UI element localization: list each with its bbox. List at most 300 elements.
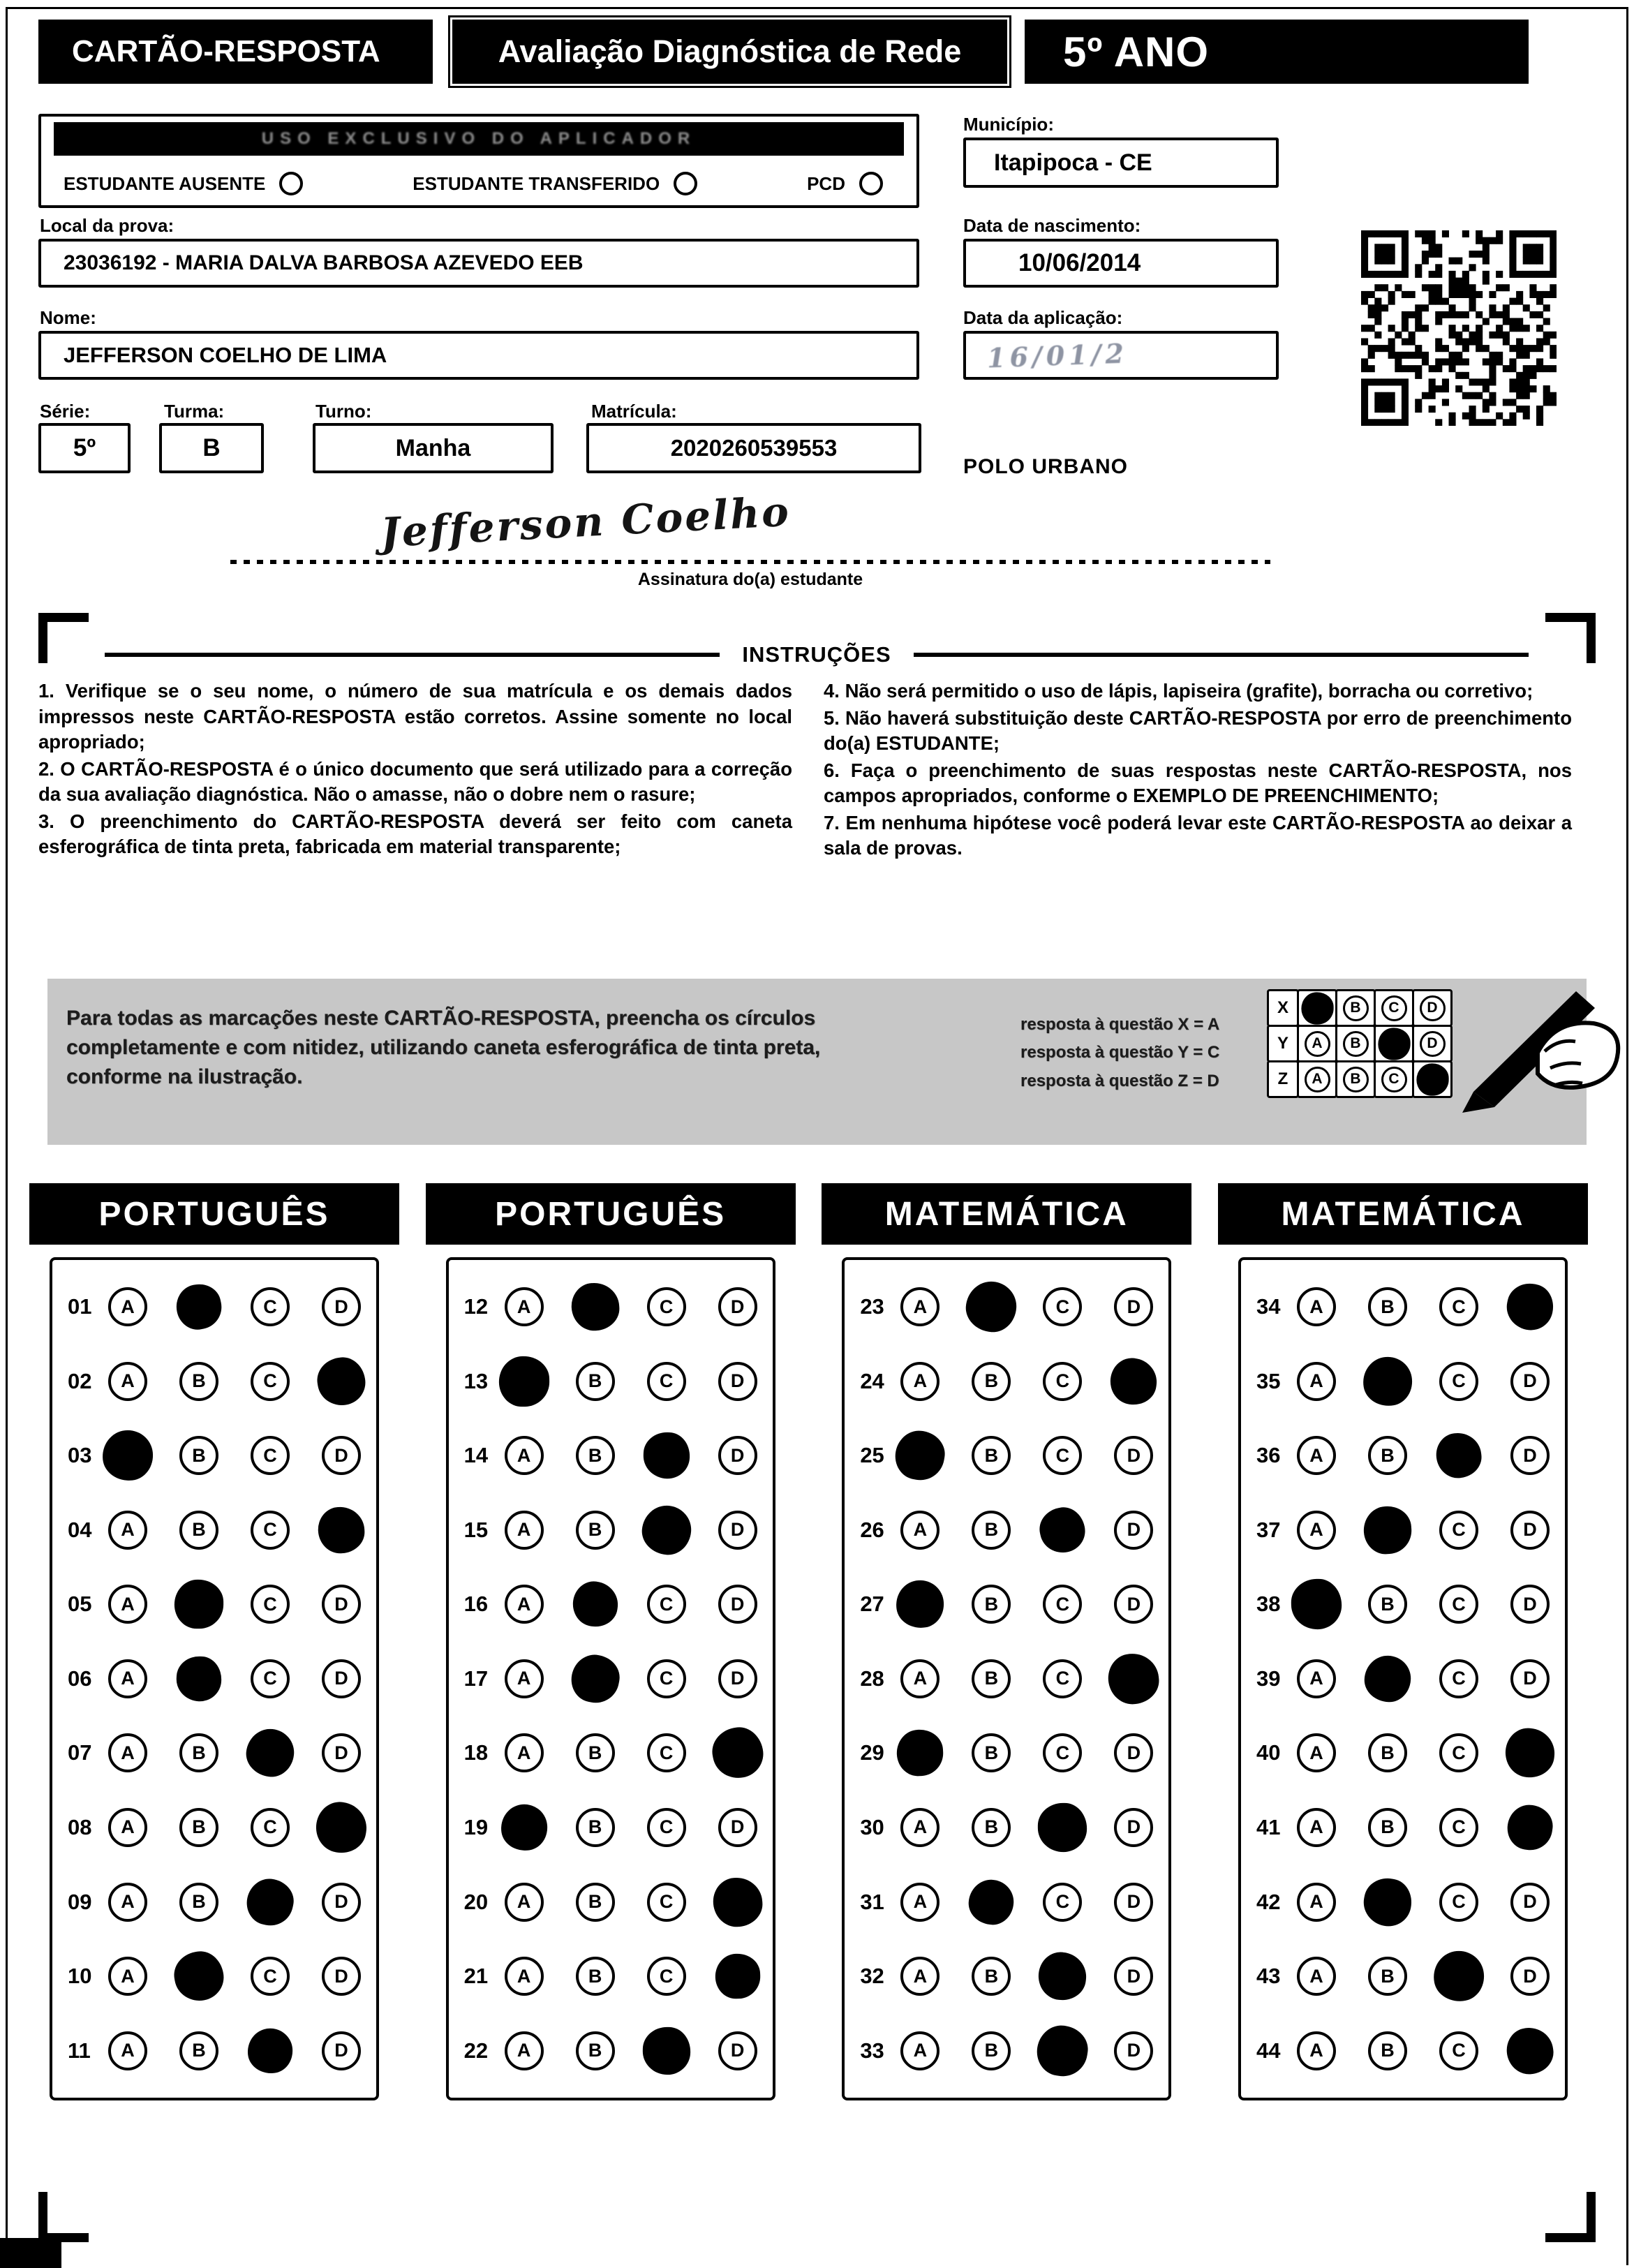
answer-bubble[interactable]: B	[179, 1511, 218, 1550]
answer-bubble-filled[interactable]	[1359, 1353, 1416, 1409]
answer-bubble[interactable]: C	[251, 1585, 290, 1624]
answer-bubble-filled[interactable]	[498, 1802, 550, 1854]
answer-bubble-filled[interactable]	[1360, 1874, 1416, 1929]
answer-bubble[interactable]: C	[1439, 2031, 1478, 2070]
answer-bubble[interactable]: D	[1114, 1511, 1153, 1550]
answer-bubble[interactable]: C	[1043, 1585, 1082, 1624]
answer-bubble-filled[interactable]	[172, 1280, 225, 1333]
answer-bubble[interactable]: B	[1368, 1957, 1407, 1996]
answer-bubble-filled[interactable]	[567, 1651, 623, 1707]
answer-bubble[interactable]: B	[179, 1436, 218, 1475]
answer-bubble[interactable]: C	[647, 1808, 686, 1847]
question-options	[505, 1659, 757, 1698]
answer-bubble[interactable]: C	[647, 1362, 686, 1401]
answer-bubble[interactable]: A	[108, 1511, 147, 1550]
question-row	[464, 1957, 757, 1996]
answer-bubble[interactable]: B	[179, 1362, 218, 1401]
question-options	[505, 1362, 757, 1401]
answer-bubble[interactable]: A	[900, 1957, 939, 1996]
answer-bubble[interactable]: C	[251, 1659, 290, 1698]
example-bubble	[1301, 992, 1333, 1024]
answer-bubble-filled[interactable]	[892, 1428, 949, 1484]
instruction-item: 6. Faça o preenchimento de suas respostas neste CARTÃO-RESPOSTA, nos campos apropriados, conforme o EXEMPLO DE PREENCHIMENTO;	[824, 759, 1572, 807]
question-number: 02	[68, 1368, 92, 1393]
answer-bubble[interactable]: C	[1043, 1883, 1082, 1922]
answer-bubble[interactable]: D	[718, 1287, 757, 1326]
answer-bubble[interactable]: D	[718, 1808, 757, 1847]
answer-bubble[interactable]: A	[108, 1585, 147, 1624]
answer-bubble-filled[interactable]	[498, 1356, 549, 1407]
answer-bubble[interactable]: A	[505, 1585, 544, 1624]
question-number: 40	[1256, 1740, 1281, 1765]
question-row	[860, 1808, 1153, 1847]
status-option-circle[interactable]	[279, 172, 303, 195]
answer-section	[426, 1183, 796, 2100]
answer-bubble-filled[interactable]	[896, 1729, 944, 1778]
answer-bubble[interactable]: D	[1510, 1362, 1550, 1401]
answer-bubble[interactable]: A	[505, 1436, 544, 1475]
answer-bubble[interactable]: D	[1114, 2031, 1153, 2070]
answer-bubble[interactable]: A	[900, 1808, 939, 1847]
status-option	[807, 172, 883, 195]
answer-bubble[interactable]: D	[322, 1585, 361, 1624]
answer-bubble[interactable]: B	[576, 2031, 615, 2070]
answer-bubble-filled[interactable]	[642, 2026, 691, 2075]
question-row	[860, 1287, 1153, 1326]
question-number: 35	[1256, 1368, 1281, 1393]
answer-bubble[interactable]: A	[108, 1287, 147, 1326]
corner-mark-bottom-left	[38, 2192, 89, 2242]
example-bubble: D	[1420, 1031, 1446, 1057]
answer-bubble[interactable]: A	[108, 1733, 147, 1772]
question-row	[860, 1733, 1153, 1772]
answer-bubble-filled[interactable]	[708, 1724, 767, 1783]
answer-bubble[interactable]: C	[647, 1883, 686, 1922]
answer-bubble[interactable]: D	[1114, 1436, 1153, 1475]
applicator-fieldset	[38, 114, 919, 208]
fill-example-text: Para todas as marcações neste CARTÃO-RESPOSTA, preencha os círculos completamente e com nitidez, utilizando caneta esferográfica de tinta preta, conforme na ilustração.	[66, 1007, 821, 1088]
answer-bubble-filled[interactable]	[1034, 2022, 1092, 2080]
answer-bubble[interactable]: D	[718, 1436, 757, 1475]
question-number: 43	[1256, 1964, 1281, 1989]
question-number: 16	[463, 1592, 489, 1617]
question-number: 44	[1256, 2038, 1281, 2063]
answer-bubble[interactable]: B	[972, 1511, 1011, 1550]
question-options	[900, 1436, 1153, 1475]
answer-bubble-filled[interactable]	[1291, 1579, 1342, 1630]
nome-field: JEFFERSON COELHO DE LIMA	[38, 331, 919, 380]
answer-bubble[interactable]: B	[1368, 1808, 1407, 1847]
question-number: 26	[860, 1517, 884, 1542]
answer-bubble[interactable]: A	[108, 1362, 147, 1401]
question-number: 37	[1256, 1517, 1281, 1542]
question-options	[900, 1511, 1153, 1550]
answer-bubble[interactable]: C	[251, 1808, 290, 1847]
answer-bubble[interactable]: D	[322, 1659, 361, 1698]
answer-bubble[interactable]: A	[108, 1883, 147, 1922]
answer-bubble[interactable]: A	[1297, 1957, 1336, 1996]
answer-bubble[interactable]: A	[1297, 1362, 1336, 1401]
instruction-item: 1. Verifique se o seu nome, o número de sua matrícula e os demais dados impressos neste CARTÃO-RESPOSTA estão corretos. Assine somente no local apropriado;	[38, 680, 792, 753]
question-number: 18	[463, 1740, 489, 1765]
answer-bubble[interactable]: A	[108, 1808, 147, 1847]
answer-bubble[interactable]: C	[251, 1957, 290, 1996]
answer-grid	[50, 1257, 379, 2100]
answer-bubble[interactable]: C	[1439, 1585, 1478, 1624]
answer-bubble[interactable]: D	[718, 1511, 757, 1550]
instruction-item: 7. Em nenhuma hipótese você poderá levar este CARTÃO-RESPOSTA ao deixar a sala de provas.	[824, 811, 1572, 859]
question-row	[1256, 1733, 1550, 1772]
answer-bubble[interactable]: A	[900, 1362, 939, 1401]
answer-bubble[interactable]: B	[576, 1362, 615, 1401]
answer-bubble-filled[interactable]	[243, 1874, 298, 1929]
answer-bubble[interactable]: A	[900, 1883, 939, 1922]
question-number: 24	[860, 1368, 884, 1393]
answer-bubble-filled[interactable]	[1106, 1651, 1161, 1706]
answer-bubble[interactable]: B	[1368, 2031, 1407, 2070]
serie-field: 5º	[38, 423, 131, 473]
question-row	[464, 1883, 757, 1922]
question-number: 07	[68, 1740, 92, 1765]
question-options	[505, 1585, 757, 1624]
answer-bubble-filled[interactable]	[245, 2026, 295, 2076]
municipio-field: Itapipoca - CE	[963, 138, 1279, 188]
answer-bubble[interactable]: C	[1043, 1362, 1082, 1401]
question-row	[68, 2031, 361, 2070]
corner-mark-top-left	[38, 613, 89, 663]
answer-bubble-filled[interactable]	[711, 1875, 764, 1928]
answer-bubble[interactable]: C	[647, 1733, 686, 1772]
answer-bubble-filled[interactable]	[313, 1799, 371, 1857]
example-cell	[1297, 1025, 1337, 1062]
answer-bubble[interactable]: C	[647, 1659, 686, 1698]
answer-bubble-filled[interactable]	[1503, 1280, 1558, 1335]
answer-bubble[interactable]: B	[972, 2031, 1011, 2070]
answer-bubble[interactable]: A	[108, 2031, 147, 2070]
question-number: 42	[1256, 1889, 1281, 1914]
answer-bubble[interactable]: D	[718, 2031, 757, 2070]
answer-bubble-filled[interactable]	[100, 1428, 155, 1483]
question-row	[68, 1585, 361, 1624]
question-number: 06	[68, 1666, 92, 1691]
answer-bubble[interactable]: B	[576, 1733, 615, 1772]
question-row	[464, 1511, 757, 1550]
question-number: 29	[860, 1740, 884, 1765]
question-options	[900, 1362, 1153, 1401]
question-options	[900, 1585, 1153, 1624]
answer-bubble[interactable]: B	[576, 1808, 615, 1847]
answer-bubble[interactable]: A	[1297, 1511, 1336, 1550]
answer-bubble-filled[interactable]	[965, 1280, 1018, 1334]
question-number: 10	[68, 1964, 92, 1989]
example-bubble: B	[1343, 995, 1369, 1021]
answer-bubble[interactable]: B	[972, 1808, 1011, 1847]
answer-bubble[interactable]: A	[505, 1883, 544, 1922]
answer-bubble[interactable]: D	[1510, 1659, 1550, 1698]
answer-bubble[interactable]: A	[108, 1957, 147, 1996]
answer-bubble[interactable]: C	[647, 1585, 686, 1624]
instruction-item: 2. O CARTÃO-RESPOSTA é o único documento que será utilizado para a correção da sua avaliação diagnóstica. Não o amasse, não o dobre nem o rasure;	[38, 757, 792, 806]
answer-bubble[interactable]: A	[505, 1511, 544, 1550]
example-row-label: Z	[1267, 1060, 1299, 1098]
answer-bubble[interactable]: B	[972, 1733, 1011, 1772]
answer-bubble[interactable]: A	[505, 2031, 544, 2070]
local-label: Local da prova:	[40, 215, 174, 236]
signature-label: Assinatura do(a) estudante	[637, 570, 863, 589]
answer-bubble-filled[interactable]	[314, 1354, 369, 1409]
answer-bubble-filled[interactable]	[1037, 1950, 1089, 2003]
answer-bubble-filled[interactable]	[967, 1878, 1015, 1926]
answer-bubble[interactable]: B	[1368, 1585, 1407, 1624]
answer-bubble[interactable]: A	[505, 1733, 544, 1772]
question-number: 39	[1256, 1666, 1281, 1691]
question-row	[860, 1362, 1153, 1401]
answer-bubble[interactable]: A	[505, 1659, 544, 1698]
answer-bubble[interactable]: C	[1439, 1733, 1478, 1772]
question-row	[68, 1511, 361, 1550]
example-row	[1269, 1025, 1453, 1062]
signature-block	[230, 487, 1270, 597]
answer-bubble[interactable]: D	[1114, 1585, 1153, 1624]
question-options	[108, 1733, 361, 1772]
matricula-field: 2020260539553	[586, 423, 921, 473]
answer-bubble[interactable]: C	[251, 1436, 290, 1475]
example-cell	[1297, 989, 1337, 1027]
aplicacao-handwritten-value: 16/01/2	[986, 336, 1129, 374]
instructions-titlebar	[105, 642, 1529, 667]
question-number: 15	[463, 1517, 489, 1542]
question-options	[900, 1733, 1153, 1772]
answer-bubble-filled[interactable]	[570, 1282, 621, 1333]
answer-bubble[interactable]: D	[322, 1436, 361, 1475]
applicator-bar-text: USO EXCLUSIVO DO APLICADOR	[261, 129, 697, 148]
question-options	[505, 1957, 757, 1996]
answer-bubble[interactable]: B	[972, 1362, 1011, 1401]
corner-mark-bottom-right	[1545, 2192, 1596, 2242]
answer-bubble[interactable]: B	[1368, 1436, 1407, 1475]
answer-bubble[interactable]: B	[576, 1511, 615, 1550]
example-bubble: A	[1305, 1067, 1330, 1092]
question-row	[860, 1659, 1153, 1698]
answer-bubble[interactable]: D	[1510, 1883, 1550, 1922]
answer-bubble[interactable]: A	[1297, 1659, 1336, 1698]
answer-bubble[interactable]: D	[322, 1287, 361, 1326]
answer-bubble[interactable]: C	[647, 1287, 686, 1326]
answer-bubble[interactable]: B	[972, 1436, 1011, 1475]
status-option-circle[interactable]	[859, 172, 883, 195]
answer-bubble-filled[interactable]	[1108, 1356, 1159, 1407]
question-options	[505, 1808, 757, 1847]
answer-bubble-filled[interactable]	[1505, 1802, 1556, 1853]
question-number: 34	[1256, 1294, 1281, 1319]
question-options	[108, 1511, 361, 1550]
answer-bubble-filled[interactable]	[1434, 1430, 1484, 1481]
answer-bubble-filled[interactable]	[893, 1577, 947, 1631]
example-bubble: B	[1343, 1031, 1369, 1057]
answer-bubble-filled[interactable]	[174, 1580, 223, 1629]
answer-bubble[interactable]: D	[1114, 1883, 1153, 1922]
answer-bubble[interactable]: C	[647, 1957, 686, 1996]
answer-bubble-filled[interactable]	[170, 1948, 227, 2004]
question-row	[860, 1883, 1153, 1922]
answer-bubble[interactable]: A	[1297, 1808, 1336, 1847]
question-number: 01	[68, 1294, 92, 1319]
answer-bubble[interactable]: B	[1368, 1733, 1407, 1772]
answer-bubble[interactable]: C	[1439, 1808, 1478, 1847]
question-number: 36	[1256, 1443, 1281, 1468]
answer-bubble-filled[interactable]	[1038, 1803, 1087, 1852]
example-row-label: Y	[1267, 1025, 1299, 1062]
answer-bubble-filled[interactable]	[642, 1432, 690, 1480]
question-options	[1297, 1808, 1550, 1847]
answer-bubble[interactable]: C	[251, 1287, 290, 1326]
question-row	[68, 1883, 361, 1922]
answer-bubble[interactable]: D	[718, 1585, 757, 1624]
question-row	[464, 1733, 757, 1772]
answer-bubble[interactable]: A	[1297, 2031, 1336, 2070]
answer-bubble[interactable]: B	[576, 1883, 615, 1922]
question-number: 23	[860, 1294, 884, 1319]
answer-bubble-filled[interactable]	[244, 1727, 296, 1779]
answer-bubble[interactable]: D	[1510, 1511, 1550, 1550]
answer-bubble[interactable]: A	[900, 1659, 939, 1698]
answer-bubble[interactable]: B	[179, 1733, 218, 1772]
answer-bubble[interactable]: B	[179, 2031, 218, 2070]
answer-bubble[interactable]: A	[505, 1957, 544, 1996]
answer-bubble[interactable]: C	[1043, 1287, 1082, 1326]
answer-bubble[interactable]: C	[251, 1362, 290, 1401]
answer-bubble-filled[interactable]	[640, 1504, 693, 1557]
answer-bubble[interactable]: D	[1114, 1808, 1153, 1847]
answer-bubble[interactable]: A	[108, 1659, 147, 1698]
question-number: 03	[68, 1443, 92, 1468]
answer-bubble[interactable]: D	[718, 1362, 757, 1401]
answer-bubble[interactable]: B	[972, 1585, 1011, 1624]
answer-bubble[interactable]: B	[576, 1957, 615, 1996]
title-rule-right	[914, 653, 1529, 657]
answer-bubble-filled[interactable]	[1036, 1504, 1089, 1557]
answer-bubble[interactable]: B	[1368, 1287, 1407, 1326]
answer-bubble[interactable]: D	[322, 1883, 361, 1922]
question-options	[1297, 1733, 1550, 1772]
answer-section-title: MATEMÁTICA	[1218, 1183, 1588, 1245]
answer-bubble[interactable]: B	[972, 1957, 1011, 1996]
nascimento-label: Data de nascimento:	[963, 215, 1141, 236]
answer-bubble-filled[interactable]	[1362, 1504, 1413, 1555]
answer-bubble[interactable]: C	[1043, 1659, 1082, 1698]
answer-bubble-filled[interactable]	[1503, 2024, 1556, 2077]
turno-field: Manha	[313, 423, 554, 473]
answer-bubble[interactable]: A	[1297, 1436, 1336, 1475]
example-bubble: C	[1381, 995, 1407, 1021]
answer-bubble[interactable]: D	[718, 1659, 757, 1698]
example-legend-line: resposta à questão X = A	[1020, 1015, 1220, 1034]
answer-bubble[interactable]: B	[972, 1659, 1011, 1698]
answer-bubble[interactable]: A	[900, 1287, 939, 1326]
example-cell	[1335, 1060, 1376, 1098]
answer-bubble[interactable]: D	[1510, 1585, 1550, 1624]
answer-bubble[interactable]: C	[1439, 1883, 1478, 1922]
question-options	[1297, 2031, 1550, 2070]
example-legend	[1020, 1011, 1300, 1095]
aplicacao-label: Data da aplicação:	[963, 307, 1123, 328]
local-field: 23036192 - MARIA DALVA BARBOSA AZEVEDO EEB	[38, 239, 919, 288]
answer-section	[29, 1183, 399, 2100]
answer-bubble[interactable]: C	[1043, 1436, 1082, 1475]
question-number: 12	[463, 1294, 489, 1319]
question-options	[108, 1287, 361, 1326]
answer-bubble[interactable]: D	[1114, 1733, 1153, 1772]
answer-bubble[interactable]: C	[1439, 1511, 1478, 1550]
answer-bubble[interactable]: C	[1439, 1659, 1478, 1698]
answer-bubble[interactable]: A	[1297, 1287, 1336, 1326]
answer-bubble[interactable]: B	[576, 1436, 615, 1475]
answer-bubble[interactable]: B	[179, 1883, 218, 1922]
answer-sections	[29, 1183, 1588, 2100]
answer-bubble[interactable]: A	[1297, 1733, 1336, 1772]
question-row	[1256, 1362, 1550, 1401]
question-options	[900, 1883, 1153, 1922]
answer-section-title: MATEMÁTICA	[822, 1183, 1191, 1245]
question-number: 25	[860, 1443, 884, 1468]
answer-bubble[interactable]: A	[1297, 1883, 1336, 1922]
question-row	[1256, 1957, 1550, 1996]
answer-bubble[interactable]: A	[900, 1511, 939, 1550]
answer-bubble[interactable]: A	[900, 2031, 939, 2070]
answer-bubble[interactable]: B	[179, 1808, 218, 1847]
answer-bubble-filled[interactable]	[1503, 1726, 1557, 1779]
answer-bubble[interactable]: C	[1439, 1287, 1478, 1326]
answer-bubble[interactable]: D	[322, 2031, 361, 2070]
edge-print-mark	[0, 2238, 61, 2268]
answer-bubble[interactable]: C	[251, 1511, 290, 1550]
example-bubble: D	[1420, 995, 1446, 1021]
answer-bubble[interactable]: D	[1510, 1436, 1550, 1475]
question-row	[464, 2031, 757, 2070]
status-option-circle[interactable]	[674, 172, 697, 195]
question-number: 30	[860, 1814, 884, 1839]
answer-bubble[interactable]: D	[1510, 1957, 1550, 1996]
status-option	[413, 172, 697, 195]
question-options	[1297, 1362, 1550, 1401]
answer-bubble-filled[interactable]	[175, 1655, 223, 1703]
example-cell	[1374, 1025, 1414, 1062]
answer-bubble-filled[interactable]	[570, 1579, 621, 1630]
answer-bubble-filled[interactable]	[317, 1506, 366, 1555]
answer-bubble[interactable]: A	[505, 1287, 544, 1326]
answer-bubble[interactable]: C	[1439, 1362, 1478, 1401]
question-row	[1256, 1883, 1550, 1922]
nascimento-field: 10/06/2014	[963, 239, 1279, 288]
answer-bubble-filled[interactable]	[714, 1953, 761, 2000]
turma-field: B	[159, 423, 264, 473]
answer-bubble[interactable]: C	[1043, 1733, 1082, 1772]
question-row	[1256, 1436, 1550, 1475]
question-number: 27	[860, 1592, 884, 1617]
card-title: CARTÃO-RESPOSTA	[38, 20, 433, 84]
answer-bubble[interactable]: D	[322, 1733, 361, 1772]
answer-bubble-filled[interactable]	[1364, 1655, 1412, 1703]
instruction-item: 5. Não haverá substituição deste CARTÃO-RESPOSTA por erro de preenchimento do(a) ESTUDANTE;	[824, 706, 1572, 755]
answer-bubble[interactable]: D	[1114, 1957, 1153, 1996]
question-number: 38	[1256, 1592, 1281, 1617]
question-number: 21	[463, 1964, 489, 1989]
answer-bubble[interactable]: D	[1114, 1287, 1153, 1326]
answer-bubble[interactable]: D	[322, 1957, 361, 1996]
question-number: 32	[860, 1964, 884, 1989]
answer-bubble-filled[interactable]	[1429, 1947, 1489, 2006]
question-options	[1297, 1883, 1550, 1922]
